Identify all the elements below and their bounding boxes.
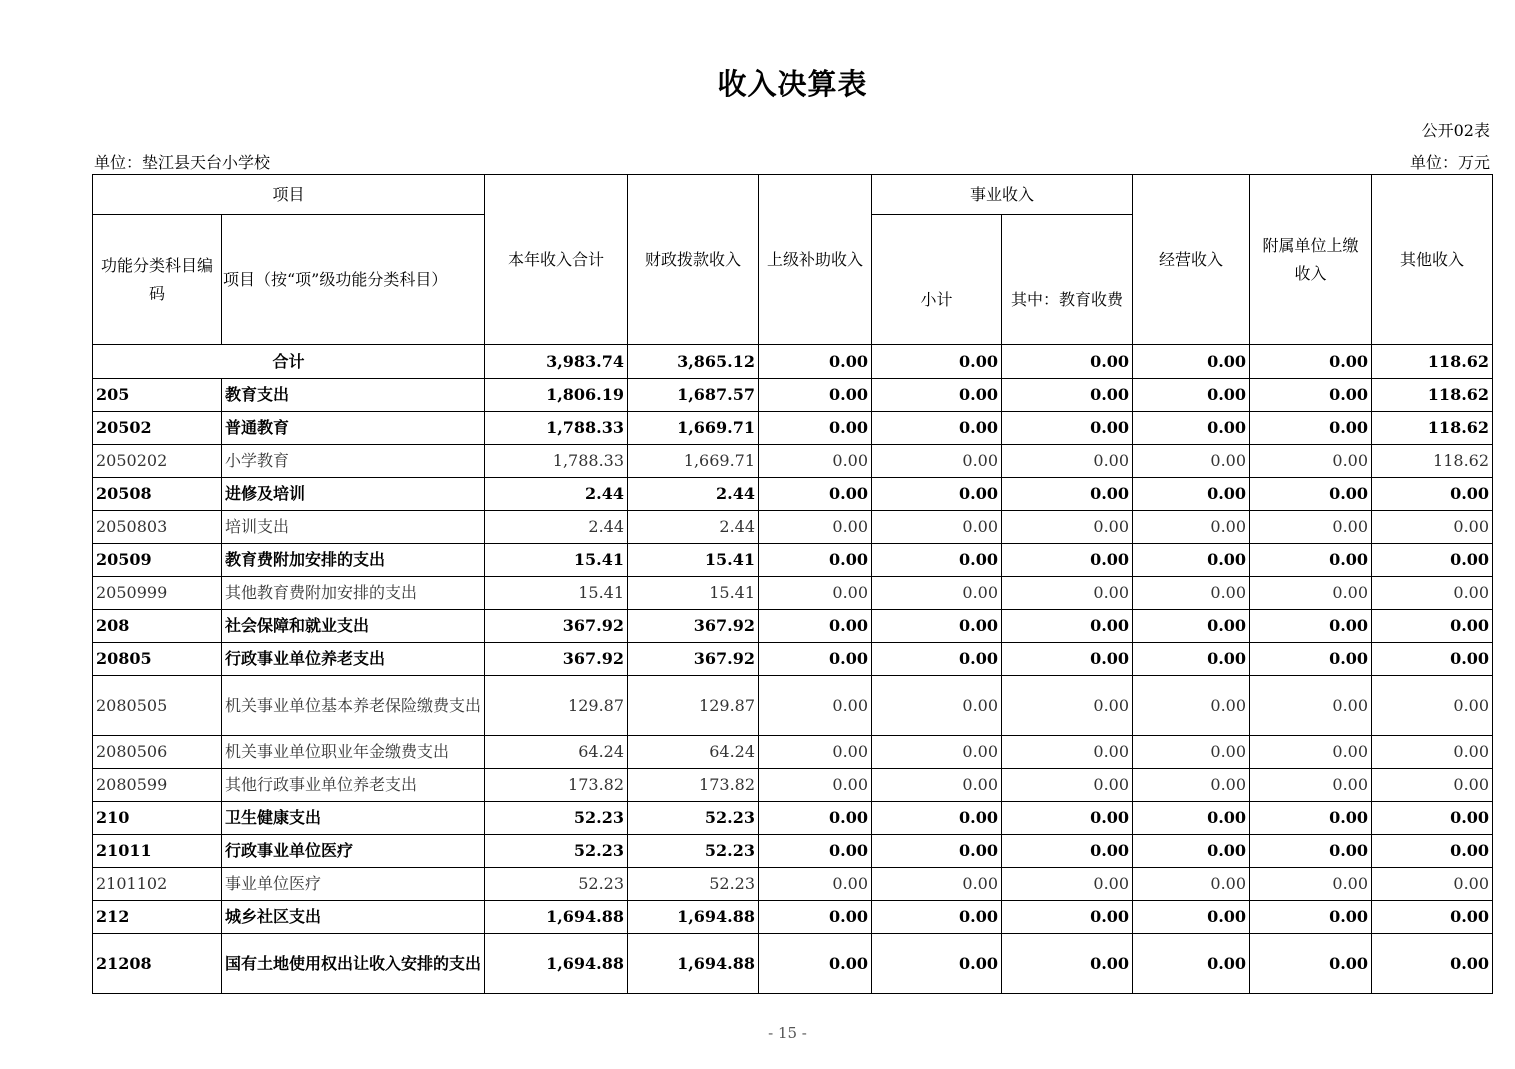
row-value: 0.00: [759, 412, 872, 445]
table-row: [93, 379, 1493, 412]
table-row: [93, 736, 1493, 769]
row-name: 社会保障和就业支出: [222, 610, 485, 643]
header-affiliated: 附属单位上缴收入: [1250, 175, 1372, 345]
row-value: 0.00: [872, 934, 1002, 994]
row-value: 0.00: [759, 676, 872, 736]
row-value: 0.00: [1250, 901, 1372, 934]
row-code: 2050202: [93, 445, 222, 478]
row-value: 0.00: [1002, 901, 1133, 934]
row-value: 0.00: [759, 868, 872, 901]
row-value: 0.00: [759, 544, 872, 577]
table-row: [93, 643, 1493, 676]
row-name: 卫生健康支出: [222, 802, 485, 835]
row-value: 15.41: [628, 544, 759, 577]
row-value: 0.00: [1250, 736, 1372, 769]
row-value: 0.00: [759, 577, 872, 610]
row-value: 367.92: [628, 643, 759, 676]
row-code: 2050803: [93, 511, 222, 544]
row-value: 1,788.33: [485, 412, 628, 445]
table-row: [93, 868, 1493, 901]
row-value: 52.23: [628, 868, 759, 901]
row-value: 0.00: [1133, 802, 1250, 835]
row-value: 0.00: [1372, 577, 1493, 610]
row-value: 0.00: [1002, 676, 1133, 736]
row-value: 0.00: [1250, 868, 1372, 901]
row-value: 0.00: [1002, 445, 1133, 478]
row-value: 0.00: [1002, 736, 1133, 769]
header-fiscal: 财政拨款收入: [628, 175, 759, 345]
row-value: 0.00: [1133, 379, 1250, 412]
row-value: 64.24: [628, 736, 759, 769]
row-value: 1,694.88: [628, 901, 759, 934]
row-value: 2.44: [628, 511, 759, 544]
row-value: 0.00: [759, 934, 872, 994]
row-value: 0.00: [1133, 478, 1250, 511]
row-value: 0.00: [1250, 412, 1372, 445]
row-value: 0.00: [1002, 577, 1133, 610]
row-value: 1,788.33: [485, 445, 628, 478]
row-value: 1,669.71: [628, 412, 759, 445]
row-value: 0.00: [872, 868, 1002, 901]
row-value: 2.44: [485, 511, 628, 544]
row-value: 52.23: [485, 868, 628, 901]
row-value: 0.00: [872, 445, 1002, 478]
row-value: 0.00: [1250, 379, 1372, 412]
row-value: 0.00: [1133, 544, 1250, 577]
total-value: 0.00: [1250, 345, 1372, 379]
header-total: 本年收入合计: [485, 175, 628, 345]
table-row: [93, 934, 1493, 994]
row-value: 0.00: [1133, 835, 1250, 868]
row-value: 118.62: [1372, 445, 1493, 478]
row-value: 0.00: [1250, 511, 1372, 544]
row-value: 0.00: [872, 736, 1002, 769]
row-value: 118.62: [1372, 379, 1493, 412]
row-value: 0.00: [759, 901, 872, 934]
row-value: 2.44: [628, 478, 759, 511]
row-value: 0.00: [1372, 478, 1493, 511]
row-value: 0.00: [1372, 868, 1493, 901]
row-value: 0.00: [1372, 769, 1493, 802]
row-value: 0.00: [1133, 445, 1250, 478]
row-value: 0.00: [1133, 412, 1250, 445]
row-code: 205: [93, 379, 222, 412]
row-value: 52.23: [628, 802, 759, 835]
row-code: 208: [93, 610, 222, 643]
total-value: 3,865.12: [628, 345, 759, 379]
header-project: 项目: [93, 175, 485, 215]
row-name: 行政事业单位医疗: [222, 835, 485, 868]
income-table: [92, 174, 1493, 994]
row-value: 367.92: [485, 610, 628, 643]
row-code: 2080505: [93, 676, 222, 736]
row-value: 0.00: [759, 610, 872, 643]
currency-unit: 单位：万元: [1409, 153, 1490, 172]
row-name: 教育费附加安排的支出: [222, 544, 485, 577]
row-value: 15.41: [485, 577, 628, 610]
row-value: 0.00: [1133, 901, 1250, 934]
row-value: 0.00: [1372, 835, 1493, 868]
row-value: 0.00: [872, 379, 1002, 412]
header-edu-fee: 其中：教育收费: [1002, 215, 1133, 345]
row-value: 0.00: [1133, 610, 1250, 643]
row-value: 0.00: [1002, 544, 1133, 577]
row-name: 机关事业单位职业年金缴费支出: [222, 736, 485, 769]
row-value: 0.00: [1250, 934, 1372, 994]
row-value: 173.82: [628, 769, 759, 802]
row-value: 0.00: [1002, 379, 1133, 412]
row-value: 0.00: [1372, 643, 1493, 676]
row-name: 行政事业单位养老支出: [222, 643, 485, 676]
total-value: 0.00: [1002, 345, 1133, 379]
row-value: 0.00: [1002, 412, 1133, 445]
row-value: 118.62: [1372, 412, 1493, 445]
row-value: 0.00: [1372, 610, 1493, 643]
row-value: 0.00: [759, 511, 872, 544]
row-value: 0.00: [1372, 934, 1493, 994]
header-operation: 经营收入: [1133, 175, 1250, 345]
table-row: [93, 610, 1493, 643]
row-value: 0.00: [1250, 802, 1372, 835]
total-row: [93, 345, 1493, 379]
row-value: 0.00: [759, 736, 872, 769]
row-code: 2050999: [93, 577, 222, 610]
row-value: 0.00: [1133, 934, 1250, 994]
row-name: 培训支出: [222, 511, 485, 544]
row-value: 0.00: [759, 802, 872, 835]
total-value: 0.00: [872, 345, 1002, 379]
row-value: 0.00: [872, 412, 1002, 445]
row-name: 普通教育: [222, 412, 485, 445]
row-value: 0.00: [1250, 544, 1372, 577]
row-code: 2101102: [93, 868, 222, 901]
row-value: 64.24: [485, 736, 628, 769]
row-value: 1,694.88: [485, 901, 628, 934]
row-value: 0.00: [872, 676, 1002, 736]
row-value: 0.00: [1250, 478, 1372, 511]
row-value: 0.00: [872, 577, 1002, 610]
row-value: 15.41: [628, 577, 759, 610]
row-value: 129.87: [628, 676, 759, 736]
table-row: [93, 445, 1493, 478]
table-row: [93, 511, 1493, 544]
row-value: 0.00: [1133, 676, 1250, 736]
row-value: 0.00: [1133, 643, 1250, 676]
table-row: [93, 676, 1493, 736]
table-row: [93, 544, 1493, 577]
total-value: 0.00: [759, 345, 872, 379]
row-value: 0.00: [1133, 868, 1250, 901]
total-value: 3,983.74: [485, 345, 628, 379]
row-value: 2.44: [485, 478, 628, 511]
header-business: 事业收入: [872, 175, 1133, 215]
row-value: 0.00: [1372, 676, 1493, 736]
row-code: 20805: [93, 643, 222, 676]
row-code: 20509: [93, 544, 222, 577]
row-value: 0.00: [872, 544, 1002, 577]
row-name: 进修及培训: [222, 478, 485, 511]
row-value: 0.00: [1250, 610, 1372, 643]
row-value: 52.23: [485, 802, 628, 835]
row-name: 教育支出: [222, 379, 485, 412]
row-value: 0.00: [759, 835, 872, 868]
row-name: 国有土地使用权出让收入安排的支出: [222, 934, 485, 994]
page-title: 收入决算表: [717, 67, 868, 101]
row-name: 小学教育: [222, 445, 485, 478]
row-value: 1,694.88: [628, 934, 759, 994]
row-value: 0.00: [1372, 736, 1493, 769]
row-value: 0.00: [1133, 769, 1250, 802]
row-value: 1,806.19: [485, 379, 628, 412]
row-code: 21208: [93, 934, 222, 994]
header-subtotal: 小计: [872, 215, 1002, 345]
row-value: 0.00: [759, 445, 872, 478]
row-value: 0.00: [1002, 934, 1133, 994]
row-value: 0.00: [1002, 643, 1133, 676]
table-row: [93, 577, 1493, 610]
row-name: 机关事业单位基本养老保险缴费支出: [222, 676, 485, 736]
row-code: 20502: [93, 412, 222, 445]
row-code: 20508: [93, 478, 222, 511]
row-value: 0.00: [759, 379, 872, 412]
page-number: - 15 -: [768, 1024, 807, 1042]
row-value: 0.00: [1372, 544, 1493, 577]
row-code: 21011: [93, 835, 222, 868]
table-row: [93, 901, 1493, 934]
row-value: 0.00: [1372, 901, 1493, 934]
row-value: 0.00: [759, 769, 872, 802]
row-value: 0.00: [759, 643, 872, 676]
row-value: 0.00: [1250, 577, 1372, 610]
row-value: 0.00: [1002, 868, 1133, 901]
total-value: 118.62: [1372, 345, 1493, 379]
row-code: 2080599: [93, 769, 222, 802]
row-code: 210: [93, 802, 222, 835]
table-row: [93, 478, 1493, 511]
reporting-unit: 单位：垫江县天台小学校: [94, 153, 271, 172]
row-value: 52.23: [628, 835, 759, 868]
row-value: 0.00: [1002, 769, 1133, 802]
row-value: 0.00: [872, 643, 1002, 676]
row-value: 1,669.71: [628, 445, 759, 478]
row-value: 0.00: [1133, 736, 1250, 769]
row-value: 173.82: [485, 769, 628, 802]
total-label: 合计: [93, 345, 485, 379]
row-value: 15.41: [485, 544, 628, 577]
row-value: 0.00: [1002, 610, 1133, 643]
table-row: [93, 835, 1493, 868]
row-value: 0.00: [1372, 802, 1493, 835]
row-value: 0.00: [872, 511, 1002, 544]
row-value: 367.92: [628, 610, 759, 643]
row-value: 0.00: [872, 802, 1002, 835]
row-value: 0.00: [1250, 676, 1372, 736]
row-name: 其他行政事业单位养老支出: [222, 769, 485, 802]
row-value: 1,687.57: [628, 379, 759, 412]
row-value: 0.00: [1250, 643, 1372, 676]
row-code: 2080506: [93, 736, 222, 769]
row-value: 0.00: [1002, 511, 1133, 544]
row-value: 0.00: [1002, 478, 1133, 511]
row-value: 0.00: [872, 901, 1002, 934]
row-value: 0.00: [759, 478, 872, 511]
table-row: [93, 412, 1493, 445]
row-value: 0.00: [1250, 835, 1372, 868]
row-value: 0.00: [1002, 835, 1133, 868]
total-value: 0.00: [1133, 345, 1250, 379]
form-number: 公开02表: [1421, 121, 1490, 140]
row-value: 0.00: [872, 835, 1002, 868]
row-value: 367.92: [485, 643, 628, 676]
row-code: 212: [93, 901, 222, 934]
row-value: 129.87: [485, 676, 628, 736]
row-value: 0.00: [872, 610, 1002, 643]
header-code: 功能分类科目编码: [93, 215, 222, 345]
row-value: 0.00: [872, 769, 1002, 802]
row-value: 52.23: [485, 835, 628, 868]
row-value: 0.00: [1133, 577, 1250, 610]
row-value: 0.00: [1250, 445, 1372, 478]
row-value: 0.00: [1133, 511, 1250, 544]
header-name: 项目（按“项”级功能分类科目）: [222, 215, 485, 345]
row-value: 1,694.88: [485, 934, 628, 994]
row-name: 事业单位医疗: [222, 868, 485, 901]
row-name: 城乡社区支出: [222, 901, 485, 934]
row-value: 0.00: [1372, 511, 1493, 544]
row-value: 0.00: [872, 478, 1002, 511]
table-row: [93, 769, 1493, 802]
row-value: 0.00: [1002, 802, 1133, 835]
table-row: [93, 802, 1493, 835]
header-other: 其他收入: [1372, 175, 1493, 345]
header-superior: 上级补助收入: [759, 175, 872, 345]
row-name: 其他教育费附加安排的支出: [222, 577, 485, 610]
row-value: 0.00: [1250, 769, 1372, 802]
